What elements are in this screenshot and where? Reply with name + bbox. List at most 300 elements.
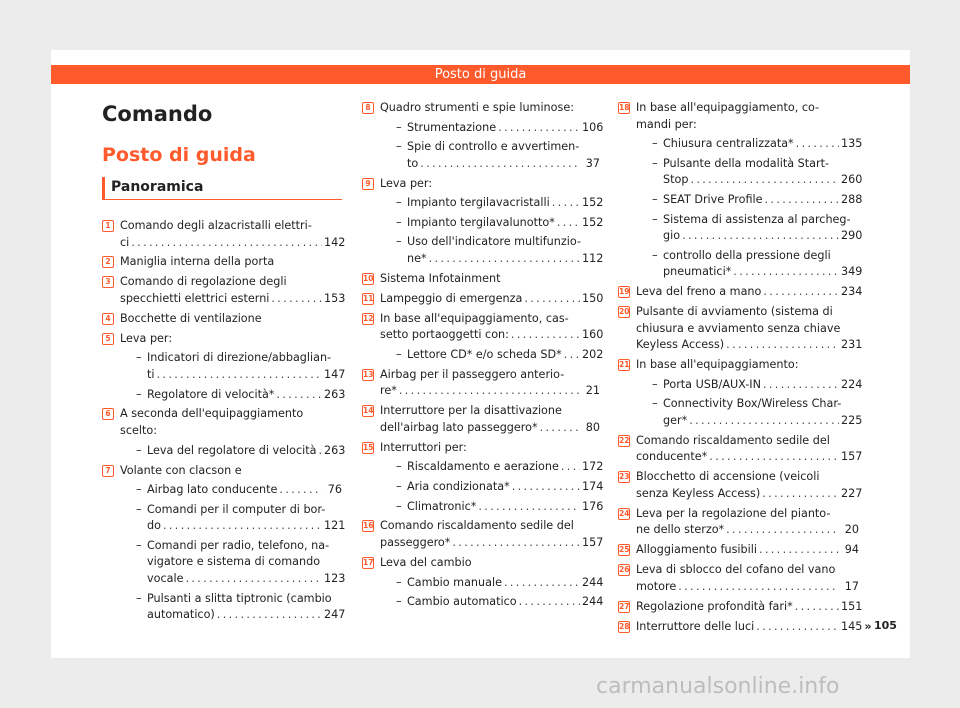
entry-text-line: Interruttore per la disattivazione: [380, 404, 562, 418]
page-ref: [582, 215, 604, 232]
index-entry: [362, 440, 604, 515]
entry-last-line: [663, 192, 863, 209]
index-entry: [102, 311, 342, 328]
entry-last-line: [120, 423, 342, 440]
index-entry: [362, 403, 600, 436]
leader-dots: [796, 136, 839, 153]
entry-label: mandi per:: [636, 117, 697, 131]
page-ref: [841, 619, 872, 636]
page-ref: [841, 522, 859, 539]
page-ref: [841, 413, 863, 430]
page-ref: [324, 482, 342, 499]
index-column-1: [102, 218, 346, 627]
entry-last-line: [636, 449, 863, 466]
leader-dots: [678, 579, 839, 596]
index-entry: [618, 433, 863, 466]
entry-label: automatico): [147, 608, 215, 622]
index-subentry: [636, 136, 863, 153]
page-ref-number: 21: [585, 384, 600, 398]
leader-dots: [709, 449, 839, 466]
entry-text-line: Leva per la regolazione del pianto-: [636, 506, 831, 520]
entry-text-line: Indicatori di direzione/abbaglian-: [147, 351, 332, 365]
dash-bullet-icon: –: [396, 595, 402, 609]
entry-last-line: [147, 387, 346, 404]
index-subentry: [380, 594, 604, 611]
dash-bullet-icon: –: [396, 479, 402, 493]
entry-label: Alloggiamento fusibili: [636, 543, 757, 557]
index-entry: [618, 469, 863, 502]
entry-last-line: [636, 486, 863, 503]
page-ref: [841, 136, 863, 153]
index-entry: [618, 542, 859, 559]
entry-label: Climatronic*: [407, 499, 477, 513]
page-ref-number: 142: [324, 235, 346, 249]
page-ref-number: 123: [324, 572, 346, 586]
entry-last-line: [636, 284, 863, 301]
entry-label: dell'airbag lato passeggero*: [380, 420, 538, 434]
entry-last-line: [380, 327, 604, 344]
callout-number-badge: 9: [362, 178, 374, 190]
page-ref-number: 224: [841, 377, 863, 391]
entry-text-line: A seconda dell'equipaggiamento: [120, 407, 304, 421]
leader-dots: [690, 172, 839, 189]
index-subentry: [120, 538, 346, 588]
page-ref-number: 157: [582, 536, 604, 550]
entry-text-line: Uso dell'indicatore multifunzio-: [407, 235, 581, 249]
index-subentry: [380, 120, 604, 137]
entry-text-line: vigatore e sistema di comando: [147, 555, 321, 569]
entry-text-line: Comando riscaldamento sedile del: [636, 433, 830, 447]
entry-label: passeggero*: [380, 536, 451, 550]
entry-text-line: Pulsante della modalità Start-: [663, 156, 830, 170]
page-ref-number: 160: [582, 328, 604, 342]
leader-dots: [759, 542, 839, 559]
index-subentry: [636, 156, 863, 189]
callout-number-badge: 20: [619, 307, 630, 317]
index-subentry: [380, 215, 604, 232]
page-ref-number: 94: [844, 543, 859, 557]
continue-arrow-icon: »: [864, 619, 872, 633]
index-entry: [102, 254, 342, 271]
dash-bullet-icon: –: [396, 460, 402, 474]
page-ref-number: 121: [324, 519, 346, 533]
page-ref: [841, 486, 863, 503]
page-ref-number: 225: [841, 413, 863, 427]
page-ref: [324, 235, 346, 252]
page-ref: [841, 172, 863, 189]
leader-dots: [478, 499, 580, 516]
entry-last-line: [147, 518, 346, 535]
index-entry: [362, 176, 604, 268]
callout-number-badge: 10: [363, 273, 374, 283]
entry-text-line: In base all'equipaggiamento, co-: [636, 101, 820, 114]
callout-number-badge: 18: [619, 103, 630, 112]
entry-label: ci: [120, 235, 130, 249]
page-ref: [841, 377, 863, 394]
page-ref-number: 202: [582, 347, 604, 361]
page-ref-number: 244: [582, 595, 604, 609]
index-entry: [618, 506, 859, 539]
leader-dots: [733, 264, 839, 281]
callout-number-badge: 19: [619, 287, 630, 297]
entry-text-line: Comando degli alzacristalli elettri-: [120, 219, 312, 232]
entry-label: Leva per:: [380, 176, 433, 190]
leader-dots: [279, 482, 322, 499]
page-ref-number: 244: [582, 575, 604, 589]
page-ref-number: 263: [324, 443, 346, 457]
page-ref: [582, 156, 600, 173]
entry-label: In base all'equipaggiamento:: [636, 358, 799, 372]
page-number: 105: [874, 619, 897, 632]
entry-last-line: [663, 377, 863, 394]
entry-last-line: [380, 420, 600, 437]
index-subentry: [120, 502, 346, 535]
entry-last-line: [663, 172, 863, 189]
entry-label: Sistema Infotainment: [380, 271, 501, 285]
index-subentry: [380, 234, 604, 267]
index-subentry: [636, 377, 863, 394]
index-entry: [618, 100, 863, 281]
entry-last-line: [663, 136, 863, 153]
leader-dots: [157, 367, 323, 384]
page-ref: [841, 284, 863, 301]
page-ref-number: 290: [841, 229, 863, 243]
leader-dots: [557, 215, 580, 232]
page-ref-number: 174: [582, 479, 604, 493]
leader-dots: [429, 251, 580, 268]
index-subentry: [380, 575, 604, 592]
entry-label: do: [147, 519, 161, 533]
entry-text-line: Airbag per il passeggero anterio-: [380, 367, 565, 381]
page-ref: [324, 367, 346, 384]
dash-bullet-icon: –: [652, 137, 658, 151]
callout-number-badge: 13: [363, 369, 374, 379]
page-ref-number: 260: [841, 173, 863, 187]
dash-bullet-icon: –: [396, 235, 402, 249]
page-ref-number: 247: [324, 608, 346, 622]
callout-number-badge: 21: [619, 360, 630, 370]
index-entry: [618, 619, 872, 636]
entry-label: re*: [380, 384, 397, 398]
entry-label: ne*: [407, 252, 427, 266]
index-entry: [362, 291, 604, 308]
entry-label: Interruttore delle luci: [636, 619, 755, 633]
index-entry: [362, 271, 600, 288]
entry-label: Porta USB/AUX-IN: [663, 377, 761, 391]
entry-text-line: controllo della pressione degli: [663, 248, 831, 262]
page-ref: [582, 327, 604, 344]
callout-number-badge: 8: [362, 102, 374, 114]
index-subentry: [120, 387, 346, 404]
page-ref-number: 20: [844, 523, 859, 537]
entry-label: SEAT Drive Profile: [663, 192, 763, 206]
index-entry: [362, 100, 604, 172]
entry-last-line: [380, 271, 600, 288]
index-entry: [102, 274, 346, 307]
page-ref-number: 76: [327, 483, 342, 497]
entry-last-line: [380, 176, 600, 193]
page-ref: [841, 264, 863, 281]
callout-number-badge: 12: [363, 313, 374, 323]
page-ref-number: 145: [841, 619, 863, 633]
page-ref-number: 172: [582, 460, 604, 474]
page-ref: [324, 518, 346, 535]
entry-text-line: Leva di sblocco del cofano del vano: [636, 563, 836, 577]
leader-dots: [185, 571, 322, 588]
dash-bullet-icon: –: [136, 387, 142, 401]
dash-bullet-icon: –: [396, 499, 402, 513]
entry-label: gio: [663, 229, 681, 243]
entry-last-line: [407, 195, 604, 212]
index-subentry: [120, 591, 346, 624]
dash-bullet-icon: –: [652, 156, 658, 170]
title-block: [102, 100, 342, 200]
entry-last-line: [636, 599, 863, 616]
leader-dots: [399, 383, 580, 400]
index-subentry: [636, 192, 863, 209]
dash-bullet-icon: –: [396, 347, 402, 361]
entry-last-line: [380, 291, 604, 308]
leader-dots: [498, 120, 580, 137]
entry-label: Regolazione profondità fari*: [636, 599, 793, 613]
entry-label: vocale: [147, 572, 184, 586]
entry-label: Leva del cambio: [380, 555, 472, 569]
page-ref: [841, 542, 859, 559]
leader-dots: [795, 599, 839, 616]
page-ref: [582, 594, 604, 611]
page-ref: [582, 459, 604, 476]
entry-label: Bocchette di ventilazione: [120, 311, 262, 325]
entry-text-line: chiusura e avviamento senza chiave: [636, 321, 841, 335]
leader-dots: [765, 192, 839, 209]
entry-label: Cambio automatico: [407, 595, 517, 609]
dash-bullet-icon: –: [652, 192, 658, 206]
entry-text-line: Blocchetto di accensione (veicoli: [636, 470, 820, 484]
entry-label: Lettore CD* e/o scheda SD*: [407, 347, 562, 361]
index-subentry: [380, 347, 604, 364]
page-ref: [841, 228, 863, 245]
entry-last-line: [120, 254, 342, 271]
page-ref: [582, 420, 600, 437]
page-ref: [582, 535, 604, 552]
entry-label: Keyless Access): [636, 338, 725, 352]
leader-dots: [762, 486, 839, 503]
page-ref-number: 17: [844, 579, 859, 593]
entry-label: Aria condizionata*: [407, 479, 510, 493]
callout-number-badge: 27: [619, 601, 630, 611]
entry-text-line: Comandi per radio, telefono, na-: [147, 538, 330, 552]
page-ref-number: 176: [582, 499, 604, 513]
entry-last-line: [380, 100, 600, 117]
leader-dots: [319, 443, 323, 460]
leader-dots: [131, 235, 322, 252]
index-entry: [102, 331, 346, 403]
page-ref-number: 135: [841, 137, 863, 151]
page-ref-number: 151: [841, 599, 863, 613]
entry-last-line: [407, 347, 604, 364]
leader-dots: [420, 156, 580, 173]
entry-label: specchietti elettrici esterni: [120, 291, 270, 305]
page-ref: [324, 291, 346, 308]
entry-last-line: [147, 443, 346, 460]
dash-bullet-icon: –: [136, 591, 142, 605]
callout-number-badge: 24: [619, 508, 630, 518]
entry-label: Leva del freno a mano: [636, 285, 762, 299]
entry-last-line: [147, 482, 342, 499]
entry-label: Impianto tergilavalunotto*: [407, 215, 555, 229]
entry-label: conducente*: [636, 450, 708, 464]
entry-last-line: [120, 311, 342, 328]
entry-label: Strumentazione: [407, 120, 497, 134]
leader-dots: [726, 522, 839, 539]
leader-dots: [217, 607, 322, 624]
leader-dots: [689, 413, 839, 430]
leader-dots: [756, 619, 839, 636]
entry-label: Maniglia interna della porta: [120, 255, 275, 269]
entry-label: Leva per:: [120, 331, 173, 345]
page-ref-number: 112: [582, 252, 604, 266]
index-subentry: [120, 482, 342, 499]
index-subentry: [636, 396, 863, 429]
index-subentry: [120, 443, 346, 460]
dash-bullet-icon: –: [136, 538, 142, 552]
callout-number-badge: 16: [363, 521, 374, 531]
dash-bullet-icon: –: [652, 397, 658, 411]
leader-dots: [452, 535, 580, 552]
entry-label: setto portaoggetti con:: [380, 328, 509, 342]
page-ref: [582, 575, 604, 592]
entry-last-line: [663, 228, 863, 245]
page-ref: [841, 192, 863, 209]
watermark: carmanualsonline.info: [596, 674, 840, 699]
page-ref: [582, 499, 604, 516]
callout-number-badge: 14: [363, 406, 374, 416]
leader-dots: [552, 195, 580, 212]
entry-label: Impianto tergilavacristalli: [407, 196, 550, 210]
leader-dots: [504, 575, 580, 592]
entry-label: Airbag lato conducente: [147, 483, 278, 497]
index-subentry: [380, 479, 604, 496]
leader-dots: [540, 420, 580, 437]
entry-text-line: Connectivity Box/Wireless Char-: [663, 397, 842, 411]
dash-bullet-icon: –: [136, 483, 142, 497]
page-ref-number: 106: [582, 120, 604, 134]
leader-dots: [682, 228, 839, 245]
entry-last-line: [380, 555, 600, 572]
entry-last-line: [380, 383, 600, 400]
entry-label: Leva del regolatore di velocità: [147, 443, 317, 457]
page-ref-number: 231: [841, 338, 863, 352]
leader-dots: [519, 594, 580, 611]
leader-dots: [163, 518, 322, 535]
callout-number-badge: 26: [619, 565, 630, 575]
dash-bullet-icon: –: [652, 212, 658, 226]
dash-bullet-icon: –: [136, 443, 142, 457]
entry-last-line: [663, 264, 863, 281]
chapter-title: Comando: [102, 102, 213, 126]
entry-label: Chiusura centralizzata*: [663, 137, 794, 151]
callout-number-badge: 3: [102, 276, 114, 288]
entry-label: Riscaldamento e aerazione: [407, 460, 559, 474]
page-ref-number: 80: [585, 420, 600, 434]
entry-last-line: [407, 459, 604, 476]
dash-bullet-icon: –: [136, 351, 142, 365]
callout-number-badge: 23: [619, 472, 630, 482]
subsection-title: Panoramica: [102, 177, 342, 200]
callout-number-badge: 11: [363, 293, 374, 303]
dash-bullet-icon: –: [396, 120, 402, 134]
entry-text-line: Comandi per il computer di bor-: [147, 502, 326, 516]
leader-dots: [763, 377, 839, 394]
entry-label: Interruttori per:: [380, 440, 467, 454]
entry-label: Stop: [663, 173, 689, 187]
page-ref: [324, 571, 346, 588]
index-entry: [618, 304, 863, 354]
page-ref: [324, 607, 346, 624]
entry-label: Regolatore di velocità*: [147, 387, 275, 401]
entry-last-line: [636, 542, 859, 559]
index-column-2: [362, 100, 604, 614]
entry-last-line: [407, 499, 604, 516]
page-ref: [324, 443, 346, 460]
entry-text-line: In base all'equipaggiamento, cas-: [380, 311, 569, 325]
dash-bullet-icon: –: [396, 575, 402, 589]
callout-number-badge: 17: [363, 557, 374, 567]
dash-bullet-icon: –: [396, 215, 402, 229]
entry-last-line: [636, 579, 859, 596]
callout-number-badge: 6: [102, 408, 114, 420]
index-subentry: [380, 499, 604, 516]
index-entry: [362, 555, 604, 611]
entry-last-line: [380, 440, 600, 457]
leader-dots: [276, 387, 322, 404]
callout-number-badge: 4: [102, 313, 114, 325]
entry-last-line: [120, 235, 346, 252]
page-ref: [841, 599, 863, 616]
callout-number-badge: 2: [102, 256, 114, 268]
index-entry: [618, 284, 863, 301]
callout-number-badge: 1: [102, 220, 114, 232]
leader-dots: [524, 291, 580, 308]
callout-number-badge: 7: [102, 465, 114, 477]
entry-label: to: [407, 156, 419, 170]
entry-label: motore: [636, 579, 677, 593]
entry-label: Volante con clacson e: [120, 463, 242, 477]
entry-last-line: [120, 291, 346, 308]
entry-label: ne dello sterzo*: [636, 523, 725, 537]
index-entry: [618, 357, 863, 429]
entry-text-line: Pulsante di avviamento (sistema di: [636, 305, 833, 319]
entry-last-line: [147, 607, 346, 624]
page-ref-number: 147: [324, 367, 346, 381]
entry-last-line: [407, 156, 600, 173]
leader-dots: [561, 459, 580, 476]
entry-label: ger*: [663, 413, 688, 427]
leader-dots: [271, 291, 322, 308]
page-ref: [582, 347, 604, 364]
index-column-3: [618, 100, 872, 638]
page-ref: [582, 251, 604, 268]
entry-text-line: Sistema di assistenza al parcheg-: [663, 212, 851, 226]
page-ref-number: 288: [841, 192, 863, 206]
callout-number-badge: 5: [102, 333, 114, 345]
index-entry: [102, 218, 346, 251]
page-ref: [841, 579, 859, 596]
leader-dots: [511, 327, 580, 344]
entry-last-line: [407, 251, 604, 268]
page-ref: [324, 387, 346, 404]
index-subentry: [380, 459, 604, 476]
